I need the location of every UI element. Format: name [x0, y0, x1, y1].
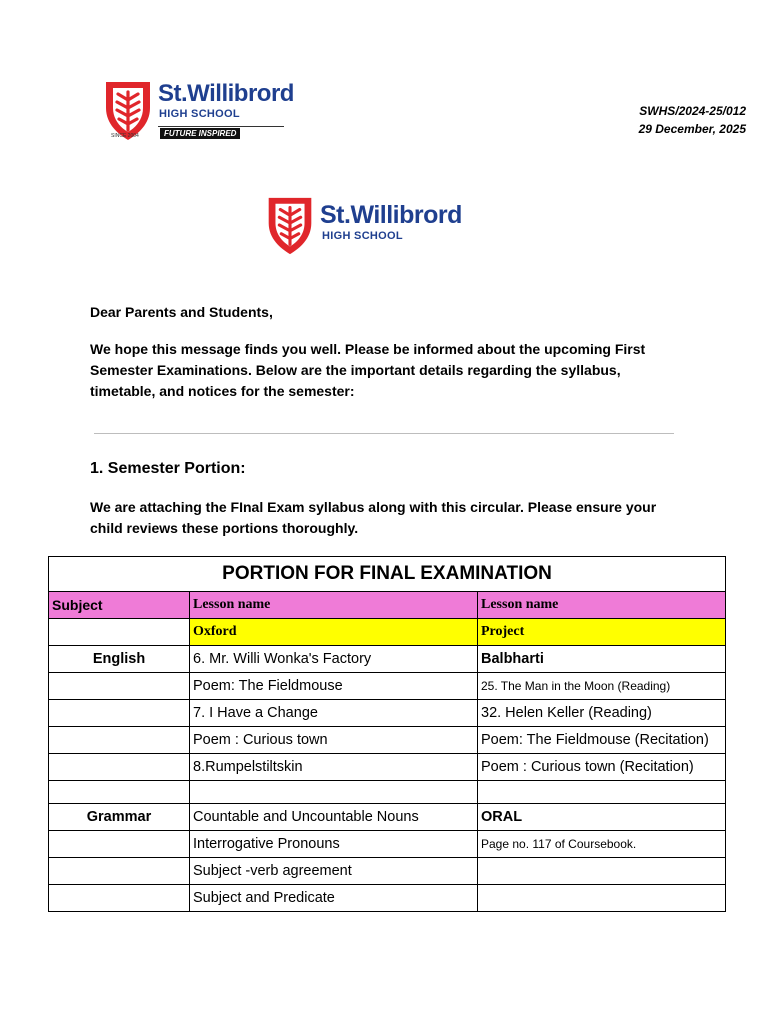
project-cell [478, 885, 726, 912]
oxford-cell: Subject -verb agreement [190, 858, 478, 885]
project-cell: Page no. 117 of Coursebook. [478, 831, 726, 858]
project-cell: 25. The Man in the Moon (Reading) [478, 673, 726, 700]
section-text: We are attaching the FInal Exam syllabus along with this circular. Please ensure your child reviews these portions thoroughly. [90, 499, 657, 536]
subject-cell [49, 781, 190, 804]
table-title-row [49, 557, 726, 592]
subject-cell [49, 858, 190, 885]
table-subheader-row [49, 619, 726, 646]
table-title: PORTION FOR FINAL EXAMINATION [49, 557, 726, 592]
table-row [49, 754, 726, 781]
logo-school-name: St.Willibrord [158, 80, 294, 107]
project-cell: ORAL [478, 804, 726, 831]
subject-cell: Grammar [49, 804, 190, 831]
table-header-row [49, 592, 726, 619]
table-row [49, 646, 726, 673]
letter-date: 29 December, 2025 [638, 122, 746, 136]
subject-cell [49, 754, 190, 781]
table-row [49, 885, 726, 912]
header-lesson-name: Lesson name [190, 592, 478, 619]
oxford-cell: Interrogative Pronouns [190, 831, 478, 858]
reference-number: SWHS/2024-25/012 [639, 104, 746, 118]
subject-cell: English [49, 646, 190, 673]
section-heading: 1. Semester Portion: [90, 460, 246, 477]
portion-table [48, 556, 726, 912]
project-cell: 32. Helen Keller (Reading) [478, 700, 726, 727]
subject-cell [49, 700, 190, 727]
oxford-cell [190, 781, 478, 804]
subject-cell [49, 831, 190, 858]
project-cell: Poem: The Fieldmouse (Recitation) [478, 727, 726, 754]
subheader-empty [49, 619, 190, 646]
header-subject: Subject [49, 592, 190, 619]
project-cell: Poem : Curious town (Recitation) [478, 754, 726, 781]
oxford-cell: Subject and Predicate [190, 885, 478, 912]
subheader-oxford: Oxford [190, 619, 478, 646]
header-lesson-name: Lesson name [478, 592, 726, 619]
logo-since: SINCE 2004 [111, 133, 139, 139]
subject-cell [49, 885, 190, 912]
logo-school-subtitle: HIGH SCHOOL [159, 108, 240, 120]
table-row [49, 700, 726, 727]
intro-paragraph: We hope this message finds you well. Please be informed about the upcoming First Semester Examinations. Below are the important details regarding the syllabus, timetable, and notices for the semester: [90, 341, 646, 399]
table-row [49, 673, 726, 700]
divider [94, 433, 674, 434]
table-row [49, 858, 726, 885]
oxford-cell: Poem : Curious town [190, 727, 478, 754]
table-row [49, 727, 726, 754]
subject-cell [49, 727, 190, 754]
table-row [49, 804, 726, 831]
oxford-cell: Countable and Uncountable Nouns [190, 804, 478, 831]
subject-cell [49, 673, 190, 700]
table-row [49, 831, 726, 858]
project-cell [478, 858, 726, 885]
oxford-cell: 8.Rumpelstiltskin [190, 754, 478, 781]
project-cell [478, 781, 726, 804]
logo-tagline: FUTURE INSPIRED [160, 128, 240, 139]
oxford-cell: 7. I Have a Change [190, 700, 478, 727]
center-logo-school-name: St.Willibrord [320, 201, 462, 229]
center-logo-subtitle: HIGH SCHOOL [322, 230, 403, 242]
oxford-cell: 6. Mr. Willi Wonka's Factory [190, 646, 478, 673]
table-row [49, 781, 726, 804]
logo-divider [158, 126, 284, 127]
subheader-project: Project [478, 619, 726, 646]
shield-logo-icon [264, 194, 316, 256]
greeting: Dear Parents and Students, [90, 304, 273, 320]
oxford-cell: Poem: The Fieldmouse [190, 673, 478, 700]
project-cell: Balbharti [478, 646, 726, 673]
